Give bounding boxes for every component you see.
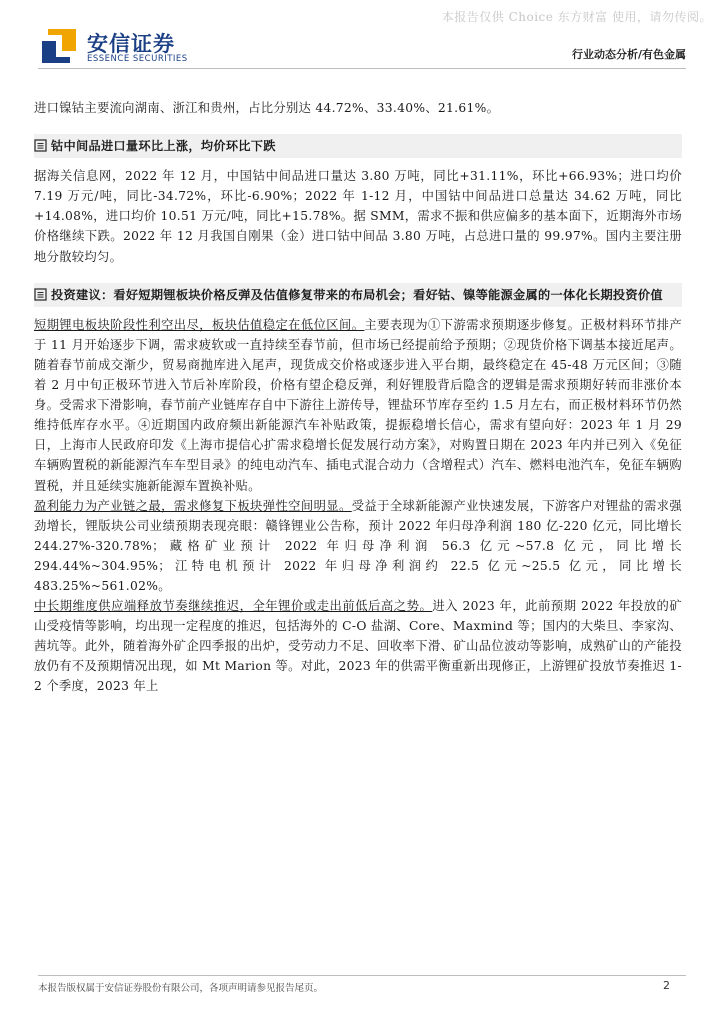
cobalt-paragraph: 据海关信息网，2022 年 12 月，中国钴中间品进口量达 3.80 万吨，同比+31.11%，环比+66.93%；进口均价 7.19 万元/吨，同比-34.72%，环比-6.90%；2022 年 1-12 月，中国钴中间品进口总量达 34.62 万吨，同比+14.08%，进口均价 10.51 万元/吨，同比+15.78%。据 SMM，需求不振和供应偏多的基本面下，近期海外市场价格继续下跌。2022 年 12 月我国自刚果（金）进口钴中间品 3.80 万吨，占总进口量的 99.97%。国内主要注册地分散较均匀。 — [34, 169, 682, 264]
paragraph-2-body: 受益于全球新能源产业快速发展，下游客户对锂盐的需求强劲增长，锂版块公司业绩预期表现亮眼：赣锋锂业公告称，预计 2022 年归母净利润 180 亿-220 亿元，同比增长 244.27%-320.78%；藏格矿业预计 2022 年归母净利润 56.3 亿元~57.8 亿元，同比增长 294.44%~304.95%；江特电机预计 2022 年归母净利润约 22.5 亿元~25.5 亿元，同比增长 483.25%~561.02%。 — [34, 498, 682, 593]
header-divider — [38, 68, 686, 69]
section-title-cobalt: 钴中间品进口量环比上涨，均价环比下跌 — [51, 139, 276, 154]
section-heading-investment — [34, 283, 682, 307]
footer-disclaimer: 本报告版权属于安信证券股份有限公司，各项声明请参见报告尾页。 — [38, 983, 324, 994]
company-logo — [40, 27, 240, 69]
paragraph-1-body: 主要表现为①下游需求预期逐步修复。正极材料环节排产于 11 月开始逐步下调，需求疲软或一直持续至春节前，但市场已经提前给予预期；②现货价格下调基本接近尾声。随着春节前成交渐少，贸易商抛库进入尾声，现货成交价格或逐步进入平台期，最终稳定在 45-48 万元区间；③随着 2 月中旬正极环节进入节后补库阶段，价格有望企稳反弹，利好锂股背后隐含的逻辑是需求预期好转而非涨价本身。受需求下滑影响，春节前产业链库存自中下游往上游传导，锂盐环节库存至约 1.5 月左右，而正极材料环节仍然维持低库存水平。④近期国内政府频出新能源汽车补贴政策，提振稳增长信心，需求有望向好：2023 年 1 月 29 日，上海市人民政府印发《上海市提信心扩需求稳增长促发展行动方案》，对购置日期在 2023 年内并已列入《免征车辆购置税的新能源汽车车型目录》的纯电动汽车、插电式混合动力（含增程式）汽车、燃料电池汽车，免征车辆购置税，并且延续实施新能源车置换补贴。 — [34, 317, 682, 493]
logo-text-cn: 安信证券 — [87, 32, 175, 56]
paragraph-1-lead: 短期锂电板块阶段性利空出尽，板块估值稳定在低位区间。 — [34, 317, 365, 332]
paragraph-3-lead: 中长期维度供应端释放节奏继续推迟，全年锂价或走出前低后高之势。 — [34, 599, 433, 614]
investment-paragraph-2 — [34, 496, 682, 596]
section-heading-cobalt — [34, 134, 682, 158]
paragraph-3-body: 进入 2023 年，此前预期 2022 年投放的矿山受疫情等影响，均出现一定程度的推迟，包括海外的 C-O 盐湖、Core、Maxmind 等；国内的大柴旦、李家沟、茜坑等。此外，随着海外矿企四季报的出炉，受劳动力不足、回收率下滑、矿山品位波动等影响，成熟矿山的产能投放仍有不及预期情况出现，如 Mt Marion 等。对此，2023 年的供需平衡重新出现修正，上游锂矿投放节奏推迟 1-2 个季度，2023 年上 — [34, 599, 682, 694]
footer-divider — [38, 975, 686, 976]
watermark: 本报告仅供 Choice 东方财富 使用，请勿传阅。 — [441, 10, 712, 24]
section-bullet-icon — [34, 139, 47, 152]
investment-paragraph-1 — [34, 315, 682, 496]
paragraph-2-lead: 盈利能力为产业链之最，需求修复下板块弹性空间明显。 — [34, 498, 352, 513]
report-category: 行业动态分析/有色金属 — [571, 48, 686, 61]
report-body — [34, 98, 682, 697]
section-title-investment: 投资建议：看好短期锂板块价格反弹及估值修复带来的布局机会；看好钴、镍等能源金属的一体化长期投资价值 — [51, 287, 663, 302]
logo-text-en: ESSENCE SECURITIES — [87, 54, 188, 64]
intro-paragraph: 进口镍钴主要流向湖南、浙江和贵州，占比分别达 44.72%、33.40%、21.61%。 — [34, 101, 500, 115]
page-number: 2 — [663, 979, 670, 992]
logo-mark-icon — [40, 27, 78, 65]
section-bullet-icon — [34, 288, 47, 301]
investment-paragraph-3 — [34, 596, 682, 696]
